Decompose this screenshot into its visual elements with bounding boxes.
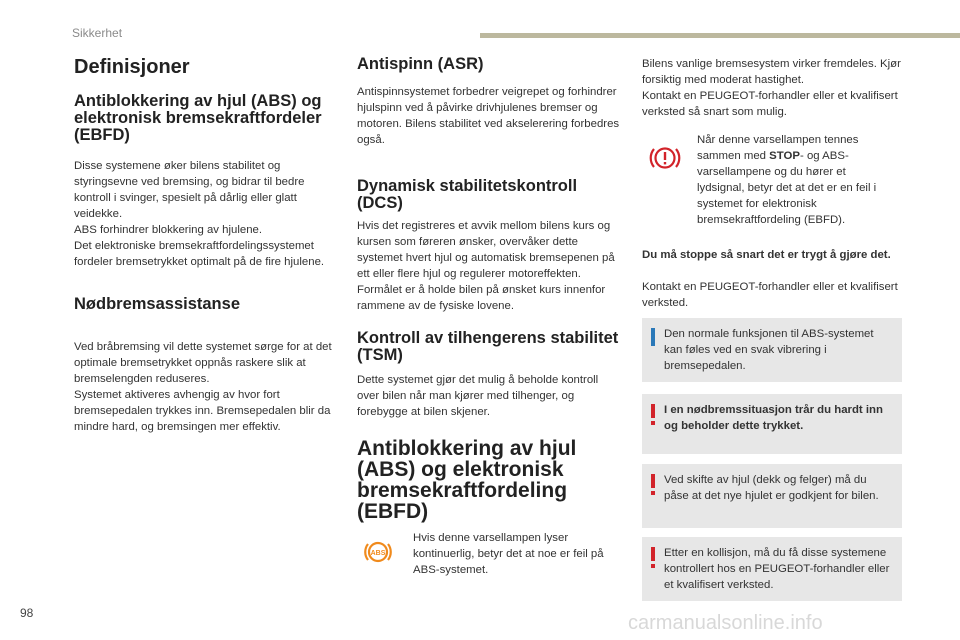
abs-ebfd-big-heading: Antiblokkering av hjul (ABS) og elektronisk bremsekraftfordeling (EBFD) (357, 437, 577, 523)
dcs-paragraph: Hvis det registreres et avvik mellom bilens kurs og kursen som føreren ønsker, overvåker dette systemet hvert hjul og automatisk bremsepenen på ett eller flere hjul og regulerer motoreffekten. Formålet er å holde bilen på ønsket kurs innenfor rammene av de fysiske lovene. (357, 220, 615, 312)
watermark: carmanualsonline.info (628, 612, 823, 634)
info-icon (651, 328, 655, 346)
warning-note-3: Etter en kollisjon, må du få disse systemene kontrollert hos en PEUGEOT-forhandler eller et kvalifisert verksted. (642, 537, 902, 601)
col3-paragraph-1: Bilens vanlige bremsesystem virker fremdeles. Kjør forsiktig med moderat hastighet. (642, 58, 901, 86)
abs-paragraph-2: ABS forhindrer blokkering av hjulene. (74, 224, 263, 236)
abs-paragraph-1: Disse systemene øker bilens stabilitet og styringsevne ved bremsing, og bidrar til bedre kontroll i svinger, spesielt på dårlig eller glatt veidekke. (74, 160, 305, 220)
contact-paragraph: Kontakt en PEUGEOT-forhandler eller et kvalifisert verksted. (642, 281, 898, 309)
abs-icon-text: Hvis denne varsellampen lyser kontinuerlig, betyr det at noe er feil på ABS-systemet. (413, 532, 604, 576)
abs-warning-icon (361, 535, 395, 574)
svg-text:ABS: ABS (370, 550, 386, 557)
header-rule (480, 33, 960, 38)
emergency-brake-heading: Nødbremsassistanse (74, 295, 240, 313)
emergency-brake-paragraph-1: Ved bråbremsing vil dette systemet sørge for at det optimale bremsetrykket oppnås raskere slik at bremselengden reduseres. (74, 341, 332, 385)
col3-paragraph-2: Kontakt en PEUGEOT-forhandler eller et kvalifisert verksted så snart som mulig. (642, 90, 898, 118)
page-title: Definisjoner (74, 56, 190, 78)
asr-paragraph: Antispinnsystemet forbedrer veigrepet og forhindrer hjulspinn ved å påvirke drivhjulenes bremser og motoren. Bilens stabilitet ved akselerering forbedres også. (357, 86, 620, 146)
asr-heading: Antispinn (ASR) (357, 55, 484, 73)
page-number: 98 (20, 606, 34, 620)
column-2 (357, 56, 623, 522)
section-label: Sikkerhet (72, 26, 123, 40)
dcs-heading: Dynamisk stabilitetskontroll (DCS) (357, 177, 578, 212)
column-3 (642, 56, 904, 120)
warning-icon (651, 474, 655, 488)
brake-warning-icon (647, 140, 683, 181)
warning-icon (651, 404, 655, 418)
tsm-heading: Kontroll av tilhengerens stabilitet (TSM) (357, 329, 619, 364)
warning-note-2: Ved skifte av hjul (dekk og felger) må du påse at det nye hjulet er godkjent for bilen. (642, 464, 902, 528)
warning-icon (651, 547, 655, 561)
info-note: Den normale funksjonen til ABS-systemet kan føles ved en svak vibrering i bremsepedalen. (642, 318, 902, 382)
tsm-paragraph: Dette systemet gjør det mulig å beholde kontroll over bilen når man kjører med tilhenger, og forebygge at bilen skjener. (357, 374, 599, 418)
abs-paragraph-3: Det elektroniske bremsekraftfordelingssystemet fordeler bremsetrykket optimalt på de fire hjulene. (74, 240, 325, 268)
brake-warning-text: Når denne varsellampen tennes sammen med STOP- og ABS-varsellampene og du hører et lydsignal, betyr det at det er en feil i systemet for elektronisk bremsekraftfordeling (EBFD). (697, 134, 877, 226)
column-1 (74, 56, 336, 435)
stop-instruction: Du må stoppe så snart det er trygt å gjøre det. (642, 249, 891, 261)
warning-note-1: I en nødbremssituasjon trår du hardt inn og beholder dette trykket. (642, 394, 902, 454)
emergency-brake-paragraph-2: Systemet aktiveres avhengig av hvor fort bremsepedalen trykkes inn. Bremsepedalen blir da mindre hard, og bremsingen mer effektiv. (74, 389, 331, 433)
abs-ebfd-heading: Antiblokkering av hjul (ABS) og elektronisk bremsekraftfordeler (EBFD) (74, 92, 322, 144)
